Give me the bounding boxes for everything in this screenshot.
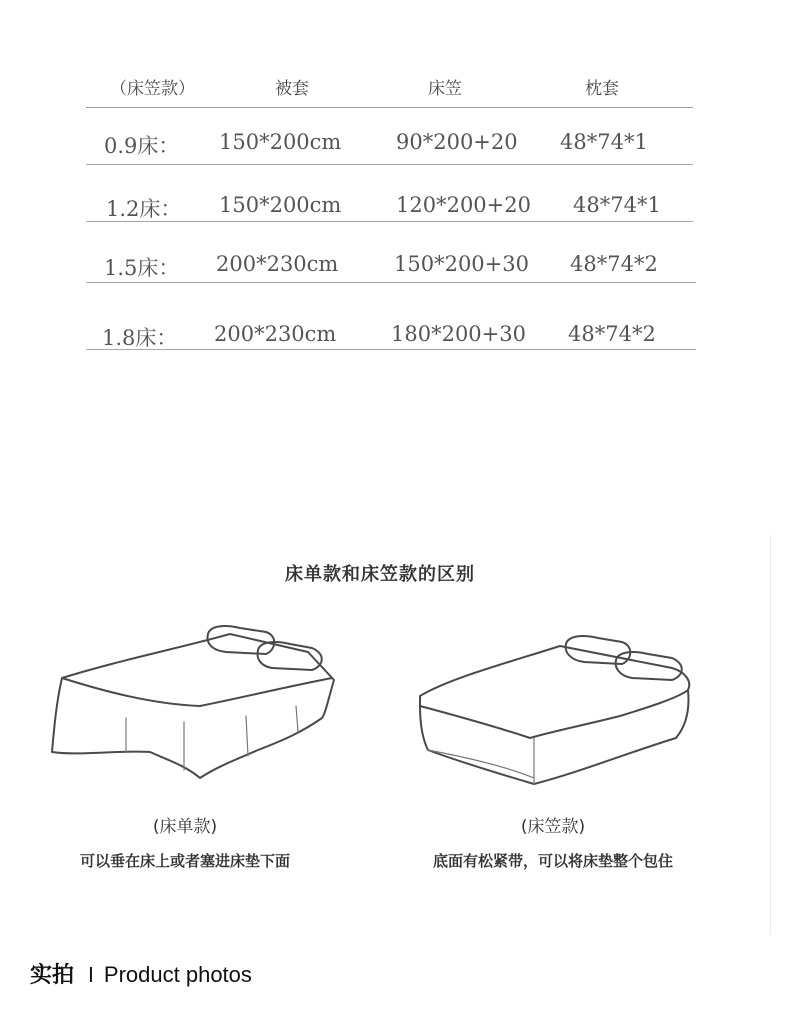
spec-table-header <box>86 60 693 108</box>
diagram-title: 床单款和床笠款的区别 <box>285 564 475 585</box>
row-duvet: 200*230cm <box>216 252 339 276</box>
row-pillowcase: 48*74*2 <box>570 252 658 276</box>
section-divider <box>770 535 771 935</box>
fitted-sheet-caption: (床笠款) <box>520 817 586 837</box>
row-size: 1.5床： <box>104 256 180 280</box>
row-pillowcase: 48*74*2 <box>568 322 656 346</box>
row-pillowcase: 48*74*1 <box>560 130 648 154</box>
table-row <box>86 165 693 222</box>
sheet-top-edge <box>62 678 332 706</box>
row-fitted-sheet: 90*200+20 <box>396 130 518 154</box>
heading-english: Product photos <box>103 962 252 987</box>
heading-chinese: 实拍 <box>30 962 75 988</box>
row-pillowcase: 48*74*1 <box>573 193 661 217</box>
fitted-sheet-bed-illustration <box>410 628 700 788</box>
flat-sheet-caption: (床单款) <box>152 817 218 837</box>
flat-sheet-bed-illustration <box>40 620 350 780</box>
heading-separator: I <box>88 963 94 987</box>
pillow-back <box>208 626 275 654</box>
spec-table <box>86 60 696 350</box>
fitted-mattress-top <box>420 646 689 738</box>
header-duvet-cover: 被套 <box>275 79 309 99</box>
table-row <box>86 108 693 165</box>
row-size: 1.2床： <box>106 197 182 221</box>
table-row <box>86 222 696 283</box>
product-photos-heading <box>30 958 252 989</box>
row-duvet: 150*200cm <box>219 130 342 154</box>
fitted-sheet-description: 底面有松紧带，可以将床垫整个包住 <box>432 852 673 870</box>
header-style: （床笠款） <box>110 79 195 99</box>
row-duvet: 200*230cm <box>214 322 337 346</box>
row-fitted-sheet: 180*200+30 <box>391 322 526 346</box>
fitted-mattress-side <box>420 690 689 784</box>
row-fitted-sheet: 150*200+30 <box>394 252 529 276</box>
header-pillowcase: 枕套 <box>585 79 619 99</box>
row-duvet: 150*200cm <box>219 193 342 217</box>
header-fitted-sheet: 床笠 <box>428 79 462 99</box>
pillow-front <box>616 652 682 680</box>
flat-sheet-description: 可以垂在床上或者塞进床垫下面 <box>79 852 290 870</box>
row-fitted-sheet: 120*200+20 <box>396 193 531 217</box>
row-size: 1.8床： <box>102 326 178 350</box>
table-row <box>86 283 696 350</box>
row-size: 0.9床： <box>104 134 180 158</box>
